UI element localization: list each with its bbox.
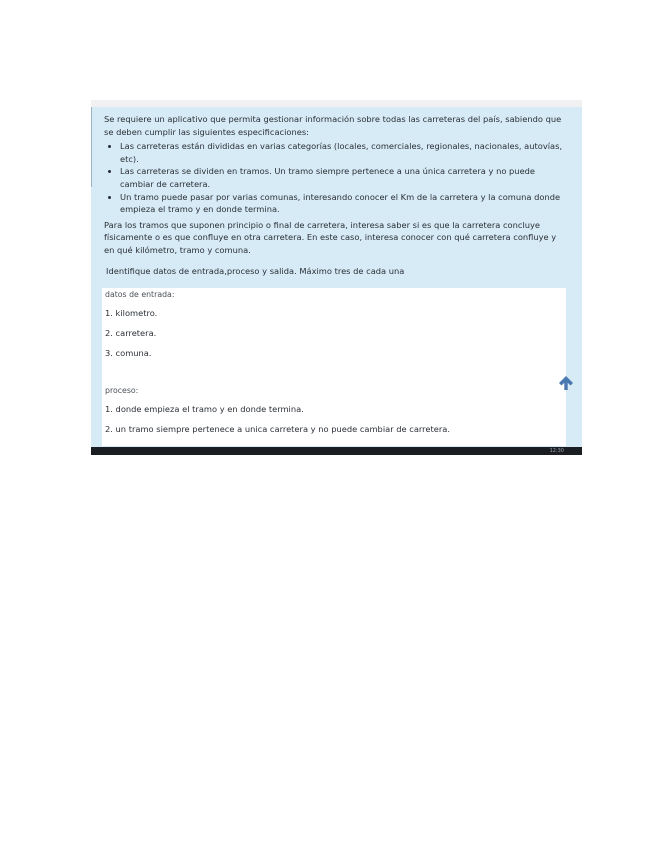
problem-statement <box>104 113 564 277</box>
taskbar <box>91 447 582 455</box>
list-item: 2. un tramo siempre pertenece a unica carretera y no puede cambiar de carretera. <box>105 424 451 434</box>
taskbar-clock: 12:30 <box>549 448 564 454</box>
entrada-heading: datos de entrada: <box>105 290 175 299</box>
specification-list <box>104 140 564 216</box>
statement-intro: Se requiere un aplicativo que permita gestionar información sobre todas las carreteras del país, sabiendo que se deben cumplir las siguientes especificaciones: <box>104 114 562 137</box>
list-item: • Un tramo puede pasar por varias comunas, interesando conocer el Km de la carretera y la comuna donde empieza el tramo y en donde termina. <box>120 191 564 216</box>
proceso-heading: proceso: <box>105 386 139 395</box>
top-strip <box>91 100 582 107</box>
screenshot-frame <box>91 100 582 455</box>
arrow-up-icon[interactable] <box>556 373 576 393</box>
list-item: • Las carreteras están divididas en varias categorías (locales, comerciales, regionales, nacionales, autovías, etc). <box>120 140 564 165</box>
list-item: • Las carreteras se dividen en tramos. Un tramo siempre pertenece a una única carretera y no puede cambiar de carretera. <box>120 165 564 190</box>
list-item: 2. carretera. <box>105 328 157 338</box>
list-item: 3. comuna. <box>105 348 152 358</box>
list-item: 1. kilometro. <box>105 308 158 318</box>
list-item: 1. donde empieza el tramo y en donde termina. <box>105 404 304 414</box>
left-border <box>91 107 92 187</box>
statement-instruction: Identifique datos de entrada,proceso y salida. Máximo tres de cada una <box>106 265 405 276</box>
statement-paragraph: Para los tramos que suponen principio o final de carretera, interesa saber si es que la carretera concluye físicamente o es que confluye en otra carretera. En este caso, interesa conocer con qué carretera confluye y en qué kilómetro, tramo y comuna. <box>104 219 557 255</box>
answer-box[interactable] <box>102 288 566 446</box>
